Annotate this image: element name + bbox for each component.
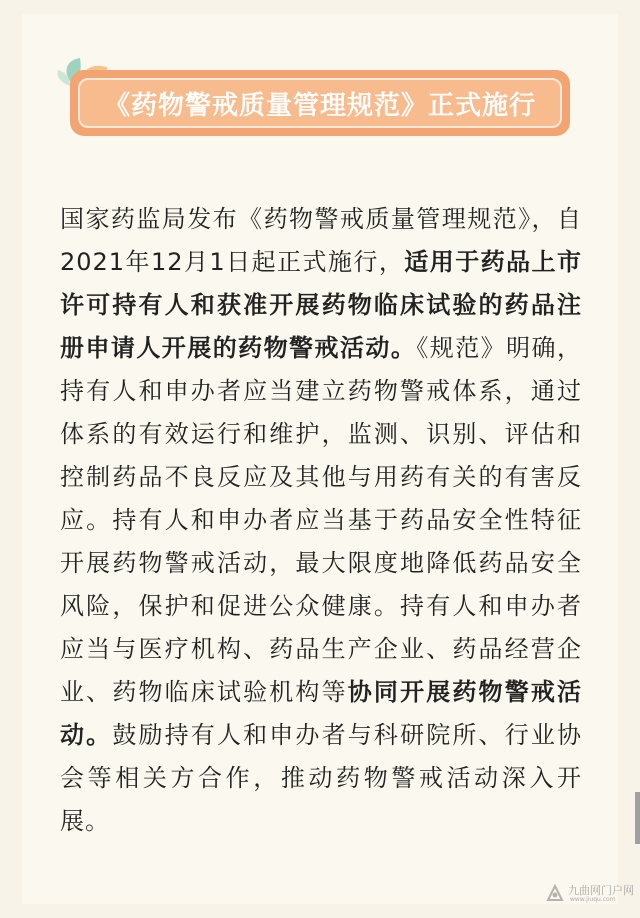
watermark-text: 九曲网门户网 [568,884,634,897]
page-title: 《药物警戒质量管理规范》正式施行 [103,90,536,121]
watermark [544,878,632,908]
watermark-url: www.jiuqu.com [570,896,616,903]
title-banner-inner [78,78,562,128]
body-segment-1: 国家药监局发布《药物警戒质量管理规范》，自2021年12月1日起正式施行， [60,205,582,276]
body-segment-2: 《规范》明确，持有人和申办者应当建立药物警戒体系，通过体系的有效运行和维护，监测、识别、评估和控制药品不良反应及其他与用药有关的有害反应。持有人和申办者应当基于药品安全性特征开展药物警戒活动，最大限度地降低药品安全风险，保护和促进公众健康。持有人和申办者应当与医疗机构、药品生产企业、药品经营企业、药物临床试验机构等 [60,334,583,706]
title-banner [70,70,570,136]
body-segment-3: 鼓励持有人和申办者与科研院所、行业协会等相关方合作，推动药物警戒活动深入开展。 [60,721,583,835]
scroll-indicator [635,792,640,844]
body-bold-1: 适用于药品上市许可持有人和获准开展药物临床试验的药品注册申请人开展的药物警戒活动。 [60,248,582,362]
article-body [60,198,582,843]
body-bold-2: 协同开展药物警戒活动。 [60,678,583,749]
watermark-logo-icon [544,882,566,904]
